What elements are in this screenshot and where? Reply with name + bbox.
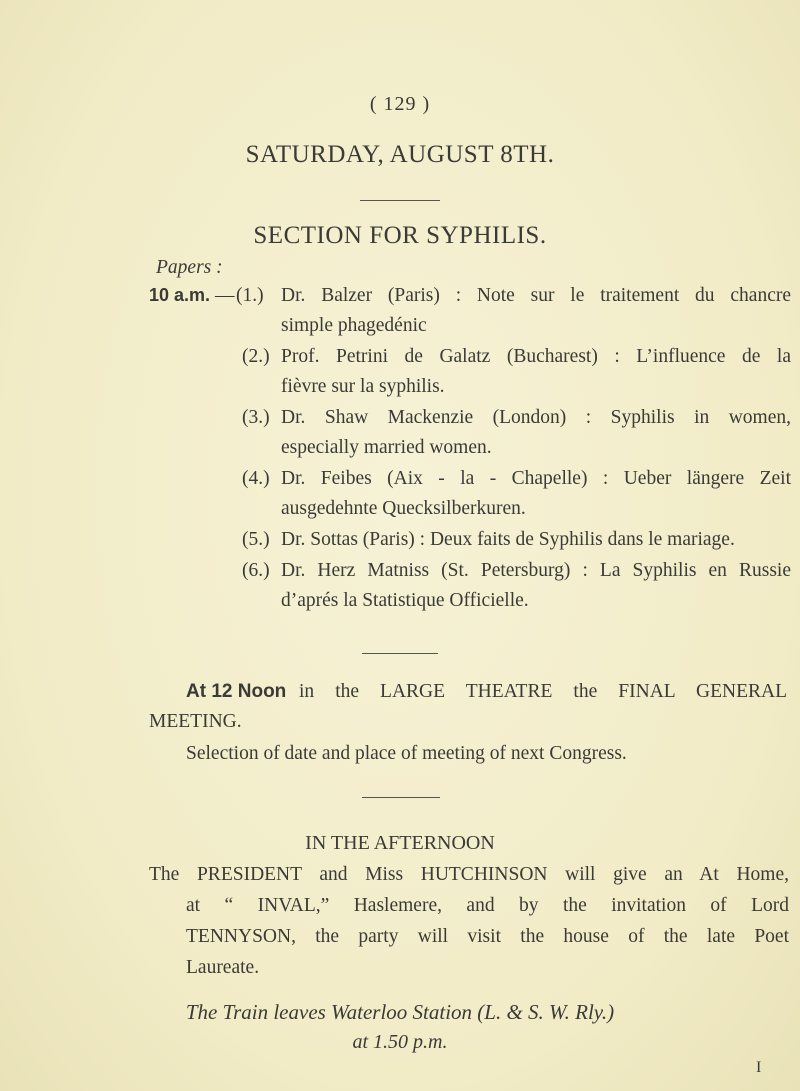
afternoon-line: TENNYSON, the party will visit the house of the late Poet — [186, 926, 789, 947]
paper-line: Dr. Feibes (Aix - la - Chapelle) : Ueber längere Zeit — [281, 468, 791, 489]
paper-number: (4.) — [242, 468, 270, 489]
paper-line: Dr. Shaw Mackenzie (London) : Syphilis in women, — [281, 407, 791, 428]
paper-number: (3.) — [242, 407, 270, 428]
afternoon-heading: IN THE AFTERNOON — [305, 832, 495, 854]
train-line: The Train leaves Waterloo Station (L. & S. W. Rly.) — [185, 1000, 615, 1024]
signature-mark: I — [756, 1059, 762, 1076]
divider-rule — [360, 200, 440, 201]
day-heading: SATURDAY, AUGUST 8TH. — [245, 141, 555, 168]
page-number: ( 129 ) — [369, 93, 431, 115]
time-dash: — — [215, 285, 235, 306]
noon-line: Selection of date and place of meeting of next Congress. — [186, 743, 627, 764]
paper-number: (5.) — [242, 529, 270, 550]
paper-line: Prof. Petrini de Galatz (Bucharest) : L’influence de la — [281, 346, 791, 367]
noon-line: in the LARGE THEATRE the FINAL GENERAL — [299, 681, 787, 702]
paper-line: Dr. Balzer (Paris) : Note sur le traitement du chancre — [281, 285, 791, 306]
time-label: 10 a.m. — [149, 285, 211, 305]
paper-line: ausgedehnte Quecksilberkuren. — [281, 498, 526, 519]
paper-line: fièvre sur la syphilis. — [281, 376, 445, 397]
paper-line: Dr. Sottas (Paris) : Deux faits de Syphilis dans le mariage. — [281, 529, 735, 550]
train-line: at 1.50 p.m. — [352, 1031, 448, 1053]
paper-number: (6.) — [242, 560, 270, 581]
paper-line: d’aprés la Statistique Officielle. — [281, 590, 529, 611]
afternoon-line: at “ INVAL,” Haslemere, and by the invitation of Lord — [186, 895, 789, 916]
papers-label: Papers : — [156, 257, 223, 278]
divider-rule — [362, 797, 440, 798]
afternoon-line: The PRESIDENT and Miss HUTCHINSON will give an At Home, — [149, 864, 789, 885]
divider-rule — [362, 653, 438, 654]
noon-line: MEETING. — [149, 711, 242, 732]
paper-line: simple phagedénic — [281, 315, 427, 336]
section-heading: SECTION FOR SYPHILIS. — [253, 222, 547, 249]
paper-line: especially married women. — [281, 437, 492, 458]
paper-line: Dr. Herz Matniss (St. Petersburg) : La Syphilis en Russie — [281, 560, 791, 581]
paper-number: (1.) — [236, 285, 264, 306]
afternoon-line: Laureate. — [186, 957, 260, 978]
noon-time: At 12 Noon — [186, 681, 287, 702]
paper-number: (2.) — [242, 346, 270, 367]
